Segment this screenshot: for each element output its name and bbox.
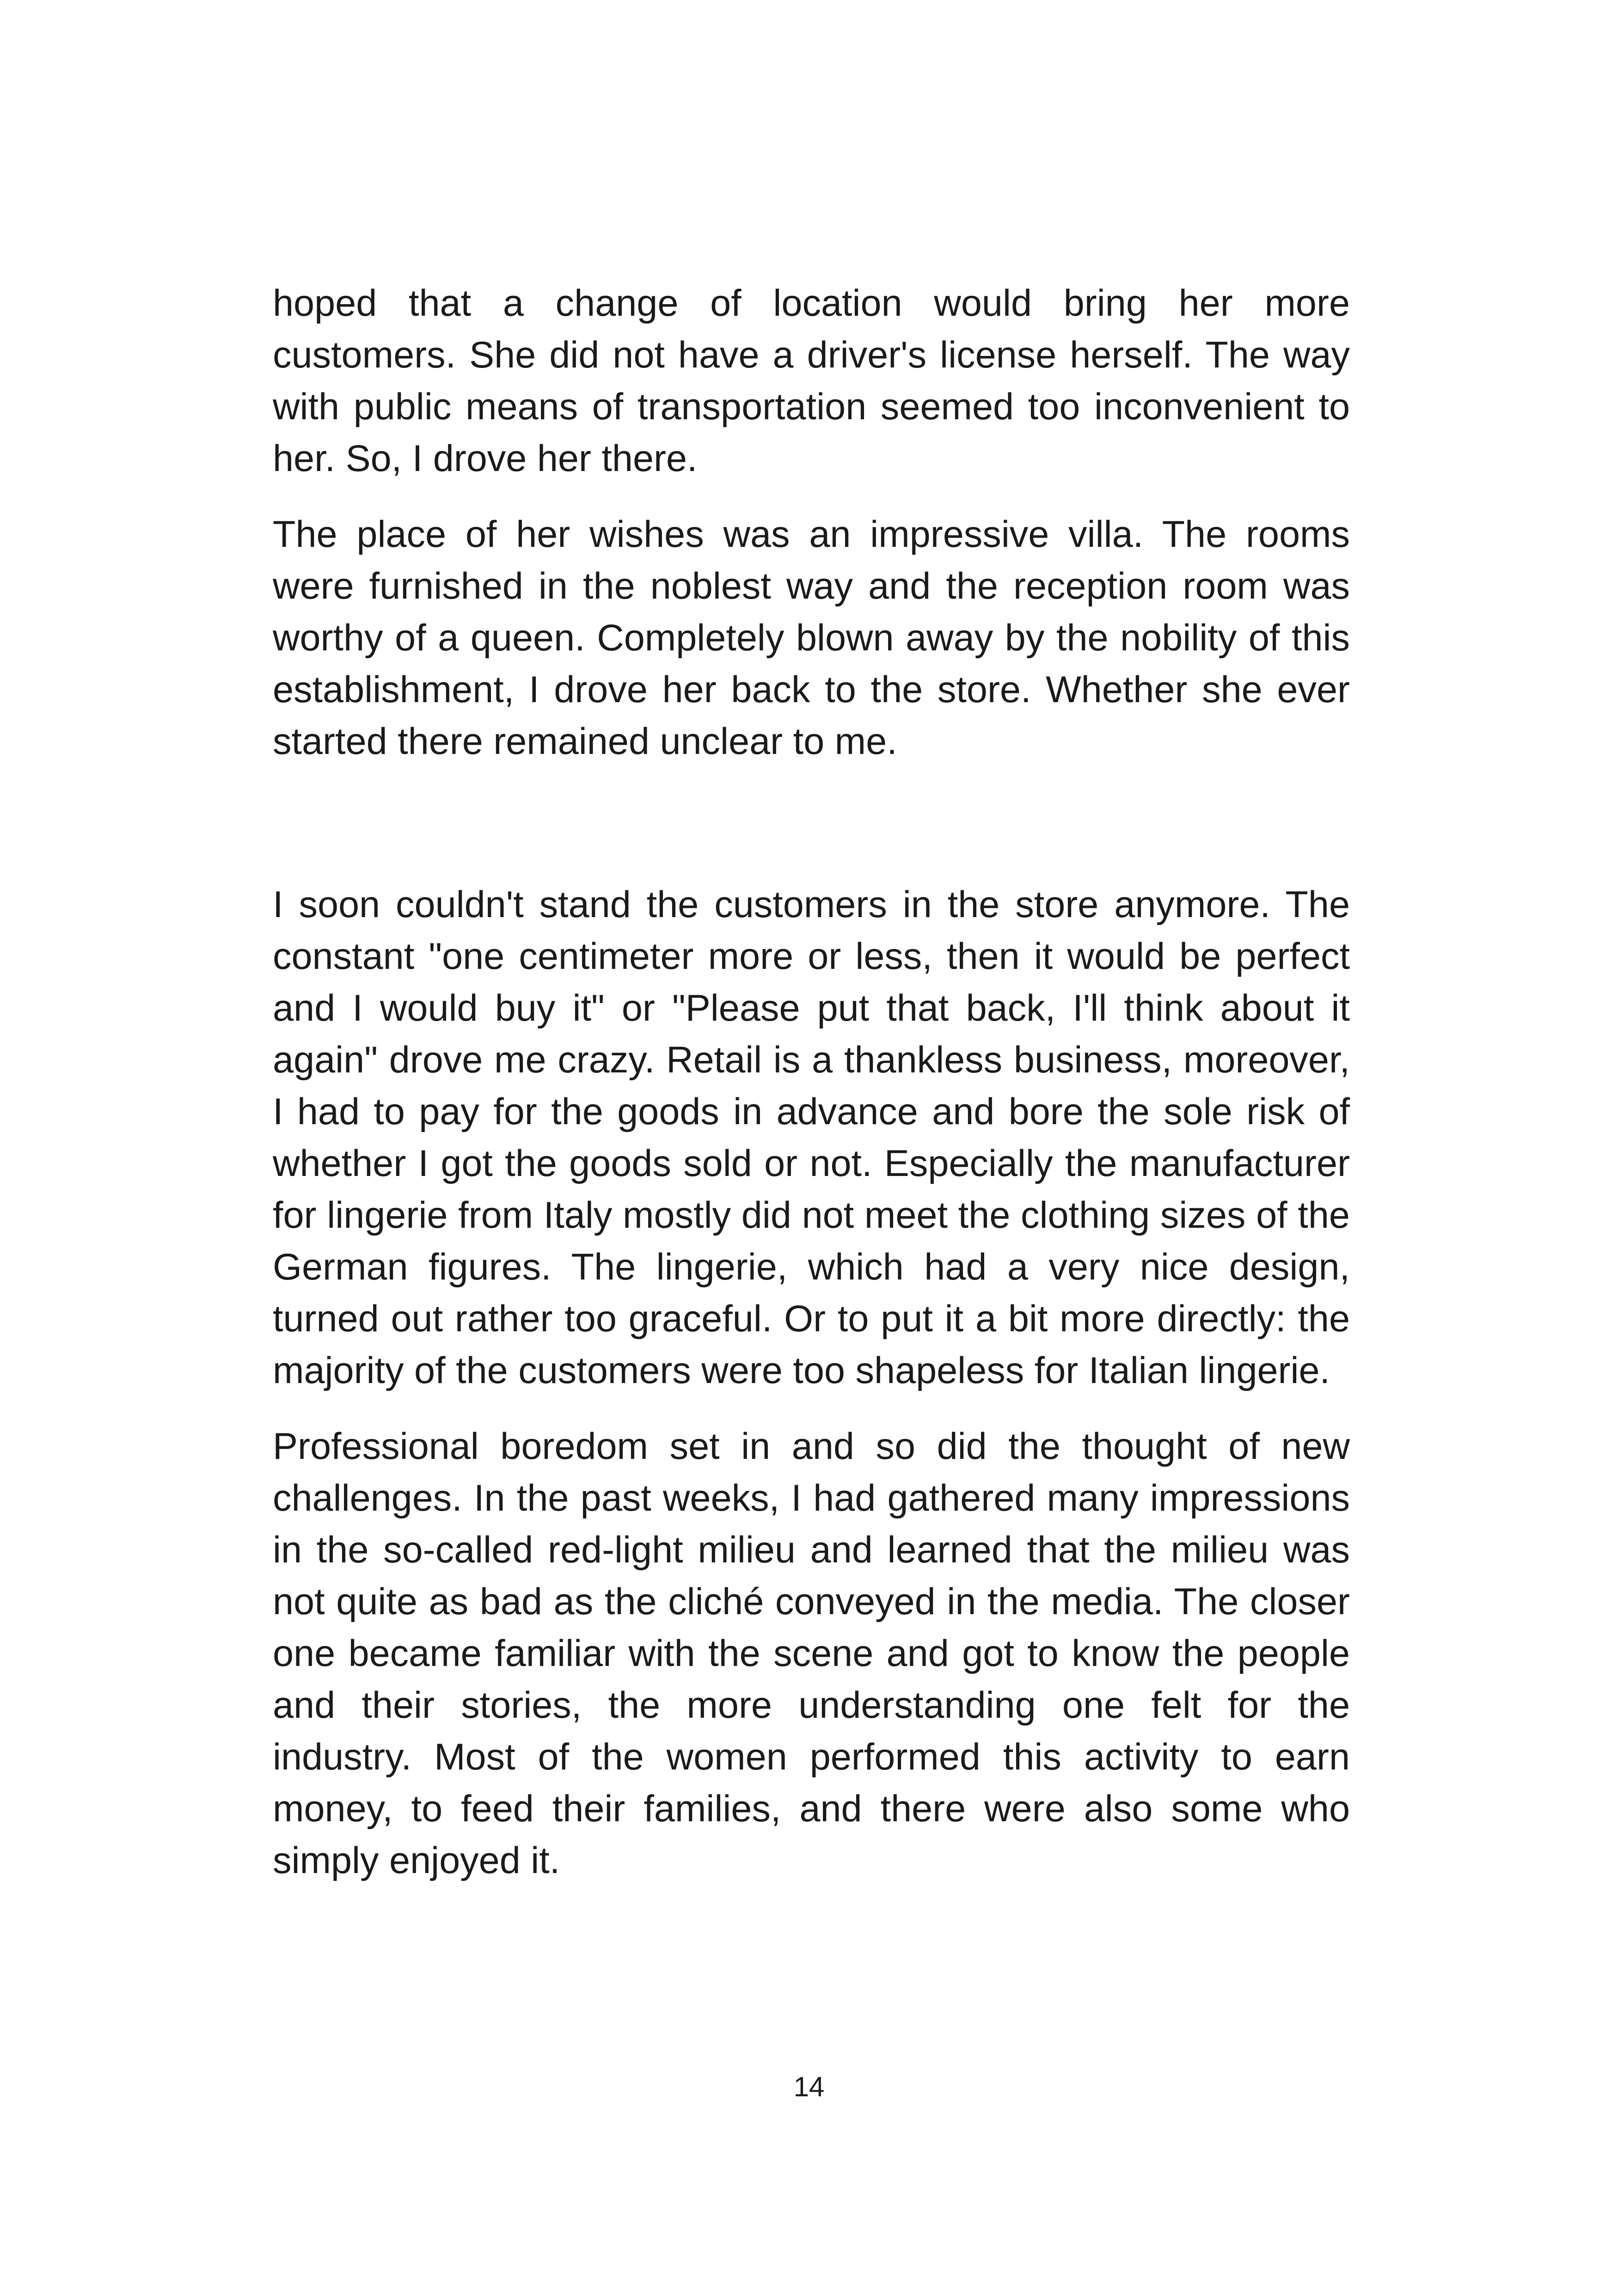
text-block-bottom [273, 879, 1350, 1886]
paragraph-2: The place of her wishes was an impressive villa. The rooms were furnished in the noblest way and the reception room was worthy of a queen. Completely blown away by the nobility of this establishment, I drove her back to the store. Whether she ever started there remained unclear to me. [273, 514, 1350, 762]
paragraph-1: hoped that a change of location would bring her more customers. She did not have a driver's license herself. The way with public means of transportation seemed too inconvenient to her. So, I drove her there. [273, 282, 1350, 479]
paragraph-3: I soon couldn't stand the customers in the store anymore. The constant "one centimeter more or less, then it would be perfect and I would buy it" or "Please put that back, I'll think about it again" drove me crazy. Retail is a thankless business, moreover, I had to pay for the goods in advance and bore the sole risk of whether I got the goods sold or not. Especially the manufacturer for lingerie from Italy mostly did not meet the clothing sizes of the German figures. The lingerie, which had a very nice design, turned out rather too graceful. Or to put it a bit more directly: the majority of the customers were too shapeless for Italian lingerie. [273, 884, 1350, 1391]
text-block-top [273, 277, 1350, 767]
paragraph-gap [273, 1396, 1350, 1420]
paragraph-gap [273, 484, 1350, 508]
paragraph-4: Professional boredom set in and so did the thought of new challenges. In the past weeks, I had gathered many impressions in the so-called red-light milieu and learned that the milieu was not quite as bad as the cliché conveyed in the media. The closer one became familiar with the scene and got to know the people and their stories, the more understanding one felt for the industry. Most of the women performed this activity to earn money, to feed their families, and there were also some who simply enjoyed it. [273, 1426, 1350, 1881]
page-number: 14 [793, 2071, 825, 2102]
